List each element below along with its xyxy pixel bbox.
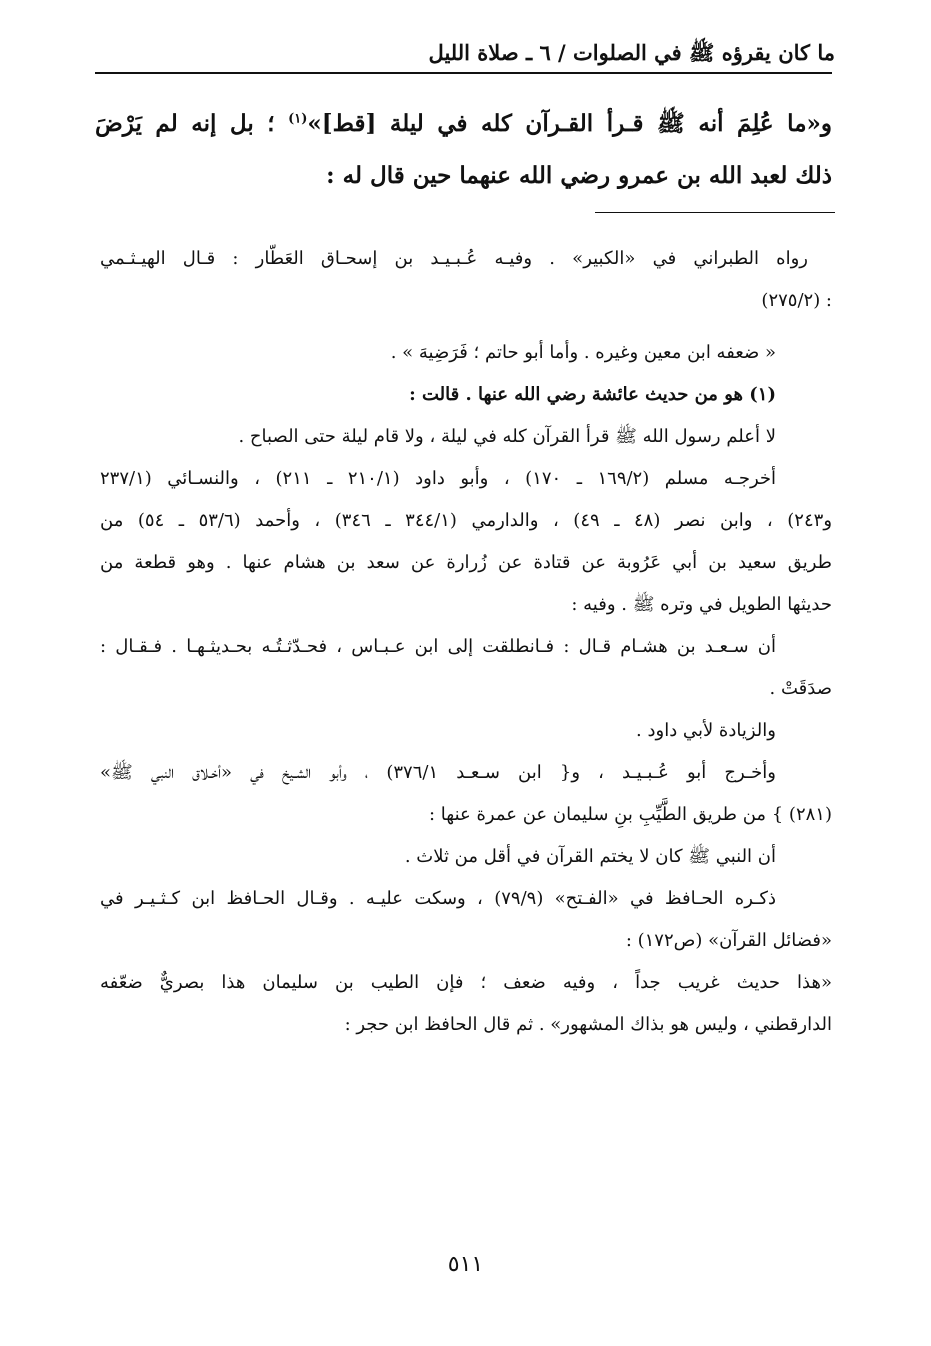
- footnote-quote: «هذا حديث غريب جداً ، وفيه ضعف ؛ فإن الطيب بن سليمان هذا بصريٌّ ضعّفه: [100, 972, 832, 993]
- main-line1-start: و«ما عُلِمَ أنه ﷺ قـرأ القـرآن كله في ليلة [قط]»: [307, 110, 832, 137]
- footnote-paragraph: أخرجـه مسلم (١٦٩/٢ ـ ١٧٠) ، وأبو داود (٢١٠/١ ـ ٢١١) ، والنسـائي (٢٣٧/١: [100, 468, 777, 489]
- footnote-1-text: (١) هو من حديث عائشة رضي الله عنها . قالت :: [409, 384, 776, 405]
- footnote-paragraph: رواه الطبراني في «الكبير» . وفيـه عُـبـيـد بن إسحـاق العَطّار : قـال الهيـثـمي: [100, 248, 808, 269]
- footnote-quote: صدَقَتْ .: [769, 678, 832, 699]
- running-head: ما كان يقرؤه ﷺ في الصلوات / ٦ ـ صلاة الليل: [428, 40, 835, 65]
- page-number: ٥١١: [447, 1252, 484, 1277]
- header-rule: [95, 72, 832, 74]
- footnote-paragraph: «فضائل القرآن» (ص١٧٢) :: [625, 930, 832, 951]
- footnote-paragraph: والزيادة لأبي داود .: [636, 720, 776, 741]
- main-text-line-2: ذلك لعبد الله بن عمرو رضي الله عنهما حين قال له :: [326, 162, 832, 189]
- footnote-1: [100, 374, 832, 416]
- footnote-quote: « ضعفه ابن معين وغيره . وأما أبو حاتم ؛ فَرَضِيهَ » .: [390, 342, 776, 363]
- footnote-paragraph: ذكـره الحـافظ في «الفـتح» (٧٩/٩) ، وسكت عليـه . وقـال الحـافظ ابن كـثـيـر في: [100, 888, 777, 909]
- footnote-reference[interactable]: (١): [288, 111, 308, 127]
- footnote-paragraph: وأخـرج أبو عُـبـيـد ، و{ ابن سـعـد ٣٧٦/١) ، وأبو الشـيخ في «أخـلاق النبي ﷺ»: [100, 762, 776, 783]
- footnote-paragraph: طريق سعيد بن أبي عَرُوبة عن قتادة عن زُرارة عن سعد بن هشام عنها . وهو قطعة من: [100, 552, 832, 573]
- footnote-paragraph: (٢٨١) } من طريق الطَّيِّبِ بنِ سليمان عن عمرة عنها :: [429, 804, 832, 825]
- footnotes-block: [100, 238, 832, 1046]
- footnote-quote: أن سـعـد بن هشـام قـال : فـانطلقت إلى ابن عـبـاس ، فحـدّثـتُـه بحـديثـهـا . فـقـال :: [100, 636, 776, 657]
- footnote-separator: [595, 212, 835, 213]
- main-line1-end: ؛ بل إنه لم يَرْضَ: [95, 110, 289, 137]
- footnote-paragraph: و٢٤٣) ، وابن نصر (٤٨ ـ ٤٩) ، والدارمي (٣٤٤/١ ـ ٣٤٦) ، وأحمد (٥٣/٦ ـ ٥٤) من: [100, 510, 833, 531]
- footnote-quote: أن النبي ﷺ كان لا يختم القرآن في أقل من ثلاث .: [404, 846, 776, 867]
- footnote-quote: الدارقطني ، وليس هو بذاك المشهور» . ثم قال الحافظ ابن حجر :: [344, 1014, 832, 1035]
- footnote-paragraph: حديثها الطويل في وتره ﷺ . وفيه :: [571, 594, 832, 615]
- footnote-paragraph: : (٢٧٥/٢): [761, 290, 832, 311]
- main-text-line-1: [95, 98, 832, 150]
- main-text: [95, 98, 832, 202]
- footnote-quote: لا أعلم رسول الله ﷺ قرأ القرآن كله في ليلة ، ولا قام ليلة حتى الصباح .: [238, 426, 776, 447]
